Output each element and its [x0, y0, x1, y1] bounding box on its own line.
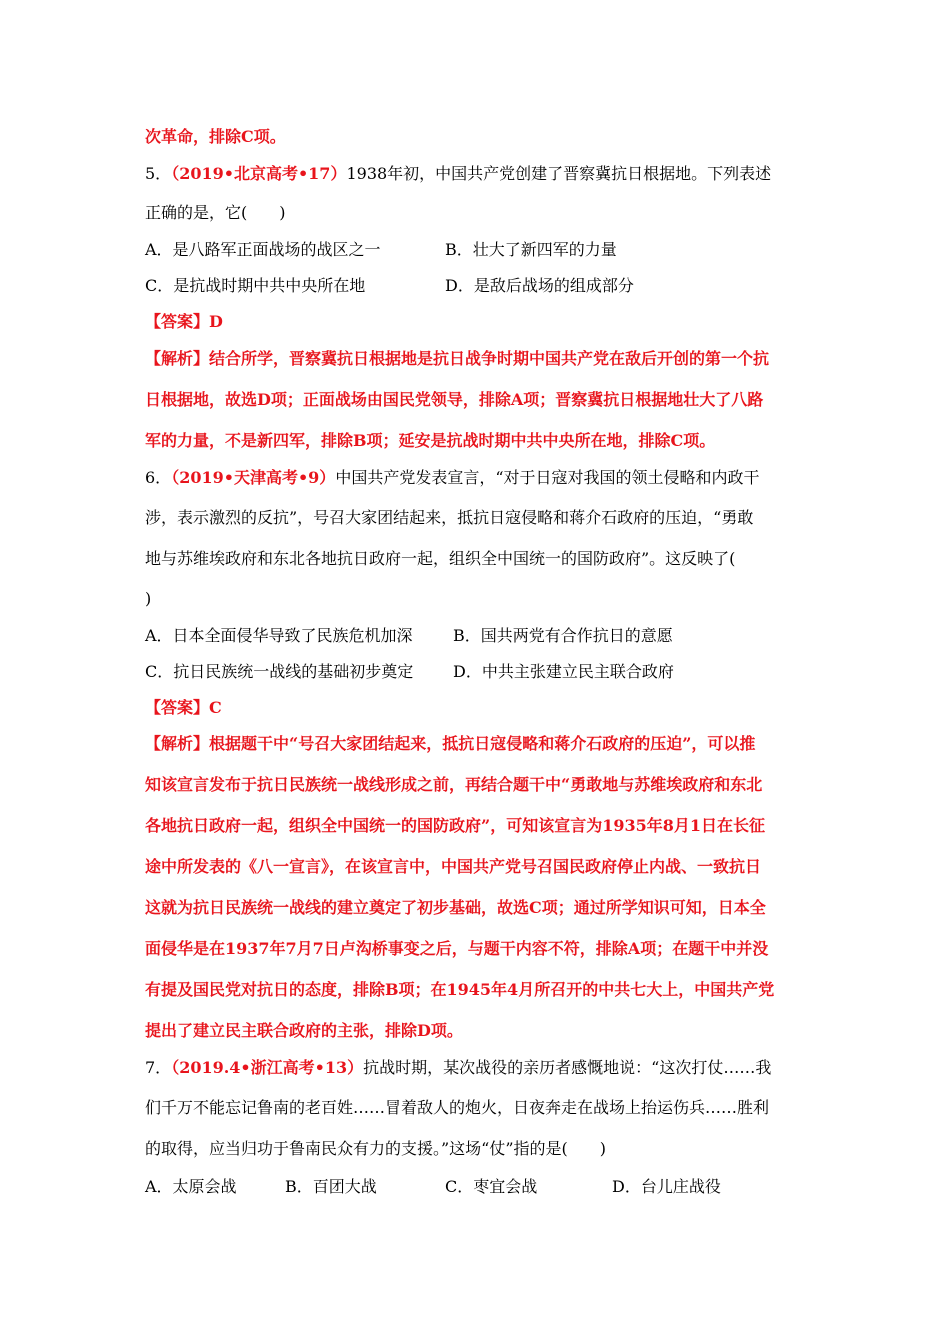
- q7-option-d: D．台儿庄战役: [612, 1177, 721, 1196]
- q6-stem-line-4: ): [145, 589, 152, 608]
- q6-stem-line-3: 地与苏维埃政府和东北各地抗日政府一起，组织全中国统一的国防政府”。这反映了(: [145, 549, 736, 568]
- q7-option-b: B．百团大战: [285, 1177, 377, 1196]
- q5-option-a: A．是八路军正面战场的战区之一: [145, 240, 381, 259]
- q6-option-a: A．日本全面侵华导致了民族危机加深: [145, 626, 413, 645]
- q6-option-d: D．中共主张建立民主联合政府: [453, 662, 674, 681]
- q6-analysis-line-6: 面侵华是在1937年7月7日卢沟桥事变之后，与题干内容不符，排除A项；在题干中并没: [145, 939, 769, 958]
- q5-analysis-line-3: 军的力量，不是新四军，排除B项；延安是抗战时期中共中央所在地，排除C项。: [145, 431, 716, 450]
- q5-analysis-line-1: [145, 348, 815, 370]
- q5-analysis-text: 结合所学，晋察冀抗日根据地是抗日战争时期中国共产党在敌后开创的第一个抗: [209, 349, 770, 368]
- q6-analysis-line-3: 各地抗日政府一起，组织全中国统一的国防政府”，可知该宣言为1935年8月1日在长征: [145, 816, 766, 835]
- q5-stem-line-2: 正确的是，它( ): [145, 203, 286, 222]
- q7-stem-line-1: [145, 1057, 815, 1079]
- q7-source: （2019.4•浙江高考•13）: [171, 1058, 364, 1077]
- q6-analysis-label: 【解析】: [145, 734, 210, 753]
- q6-stem-text: 中国共产党发表宣言，“对于日寇对我国的领土侵略和内政干: [335, 468, 760, 487]
- q6-option-c: C．抗日民族统一战线的基础初步奠定: [145, 662, 414, 681]
- q5-analysis-line-2: 日根据地，故选D项；正面战场由国民党领导，排除A项；晋察冀抗日根据地壮大了八路: [145, 390, 764, 409]
- q6-analysis-line-7: 有提及国民党对抗日的态度，排除B项；在1945年4月所召开的中共七大上，中国共产党: [145, 980, 775, 999]
- q6-source: （2019•天津高考•9）: [171, 468, 336, 487]
- q6-option-b: B．国共两党有合作抗日的意愿: [453, 626, 673, 645]
- q6-analysis-line-2: 知该宣言发布于抗日民族统一战线形成之前，再结合题干中“勇敢地与苏维埃政府和东北: [145, 775, 763, 794]
- q7-option-c: C．枣宜会战: [445, 1177, 538, 1196]
- q6-answer: [145, 697, 815, 719]
- q7-stem-text: 抗战时期，某次战役的亲历者感慨地说：“这次打仗……我: [363, 1058, 772, 1077]
- q6-analysis-text: 根据题干中“号召大家团结起来，抵抗日寇侵略和蒋介石政府的压迫”，可以推: [209, 734, 756, 753]
- q5-number: 5．: [145, 164, 172, 183]
- q7-stem-line-2: 们千万不能忘记鲁南的老百姓……冒着敌人的炮火，日夜奔走在战场上抬运伤兵……胜利: [145, 1098, 770, 1117]
- q6-answer-label: 【答案】: [145, 698, 210, 717]
- q6-analysis-line-4: 途中所发表的《八一宣言》，在该宣言中，中国共产党号召国民政府停止内战、一致抗日: [145, 857, 762, 876]
- q5-answer-value: D: [209, 312, 223, 331]
- q5-option-d: D．是敌后战场的组成部分: [445, 276, 634, 295]
- q6-analysis-line-1: [145, 733, 815, 755]
- q5-stem-text: 1938年初，中国共产党创建了晋察冀抗日根据地。下列表述: [346, 164, 772, 183]
- q5-stem-line-1: [145, 163, 815, 185]
- q5-option-b: B．壮大了新四军的力量: [445, 240, 617, 259]
- q6-analysis-line-8: 提出了建立民主联合政府的主张，排除D项。: [145, 1021, 463, 1040]
- q7-number: 7．: [145, 1058, 172, 1077]
- q5-answer: [145, 311, 815, 333]
- q6-answer-value: C: [209, 698, 222, 717]
- q6-stem-line-1: [145, 467, 815, 489]
- q5-source: （2019•北京高考•17）: [171, 164, 347, 183]
- q5-option-c: C．是抗战时期中共中央所在地: [145, 276, 366, 295]
- q6-stem-line-2: 涉，表示激烈的反抗”，号召大家团结起来，抵抗日寇侵略和蒋介石政府的压迫，“勇敢: [145, 508, 754, 527]
- q6-analysis-line-5: 这就为抗日民族统一战线的建立奠定了初步基础，故选C项；通过所学知识可知，日本全: [145, 898, 766, 917]
- q5-analysis-label: 【解析】: [145, 349, 210, 368]
- q7-stem-line-3: 的取得，应当归功于鲁南民众有力的支援。”这场“仗”指的是( ): [145, 1139, 607, 1158]
- q6-number: 6．: [145, 468, 172, 487]
- q7-option-a: A．太原会战: [145, 1177, 237, 1196]
- q5-answer-label: 【答案】: [145, 312, 210, 331]
- prev-answer-tail: 次革命，排除C项。: [145, 127, 286, 146]
